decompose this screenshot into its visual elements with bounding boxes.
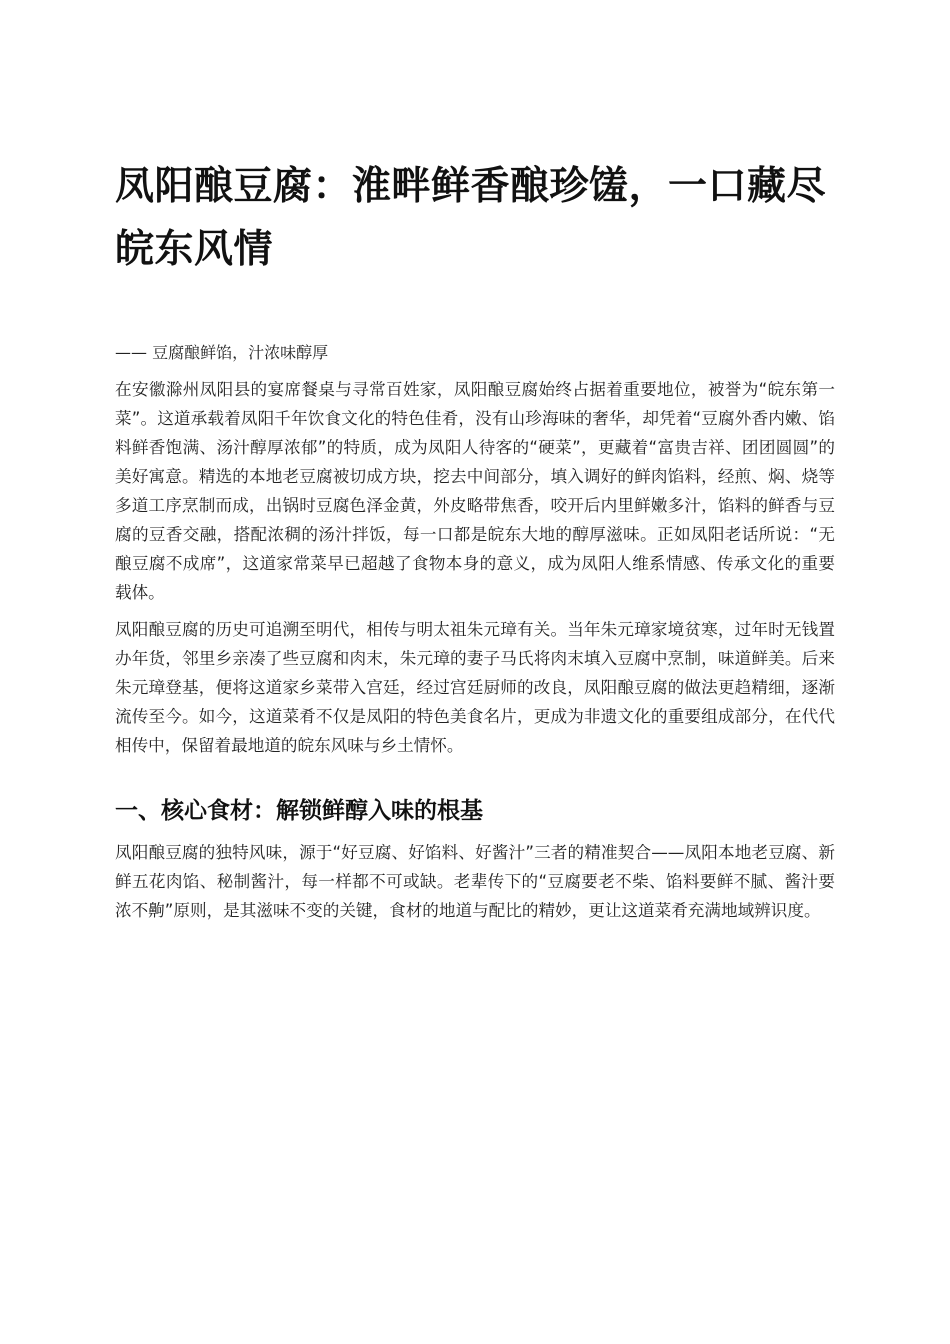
section-heading: 一、核心食材：解锁鲜醇入味的根基 [115,798,483,824]
intro-paragraph: 在安徽滁州凤阳县的宴席餐桌与寻常百姓家，凤阳酿豆腐始终占据着重要地位，被誉为“皖东第一菜”。这道承载着凤阳千年饮食文化的特色佳肴，没有山珍海味的奢华，却凭着“豆腐外香内嫩、馅料鲜香饱满、汤汁醇厚浓郁”的特质，成为凤阳人待客的“硬菜”，更藏着“富贵吉祥、团团圆圆”的美好寓意。精选的本地老豆腐被切成方块，挖去中间部分，填入调好的鲜肉馅料，经煎、焖、烧等多道工序烹制而成，出锅时豆腐色泽金黄，外皮略带焦香，咬开后内里鲜嫩多汁，馅料的鲜香与豆腐的豆香交融，搭配浓稠的汤汁拌饭，每一口都是皖东大地的醇厚滋味。正如凤阳老话所说：“无酿豆腐不成席”，这道家常菜早已超越了食物本身的意义，成为凤阳人维系情感、传承文化的重要载体。 [115,380,835,602]
document-title: 凤阳酿豆腐：淮畔鲜香酿珍馐，一口藏尽皖东风情 [115,164,827,272]
document-subtitle: —— 豆腐酿鲜馅，汁浓味醇厚 [115,343,329,362]
history-paragraph: 凤阳酿豆腐的历史可追溯至明代，相传与明太祖朱元璋有关。当年朱元璋家境贫寒，过年时无钱置办年货，邻里乡亲凑了些豆腐和肉末，朱元璋的妻子马氏将肉末填入豆腐中烹制，味道鲜美。后来朱元璋登基，便将这道家乡菜带入宫廷，经过宫廷厨师的改良，凤阳酿豆腐的做法更趋精细，逐渐流传至今。如今，这道菜肴不仅是凤阳的特色美食名片，更成为非遗文化的重要组成部分，在代代相传中，保留着最地道的皖东风味与乡土情怀。 [115,620,835,755]
section-paragraph: 凤阳酿豆腐的独特风味，源于“好豆腐、好馅料、好酱汁”三者的精准契合——凤阳本地老豆腐、新鲜五花肉馅、秘制酱汁，每一样都不可或缺。老辈传下的“豆腐要老不柴、馅料要鲜不腻、酱汁要浓不齁”原则，是其滋味不变的关键，食材的地道与配比的精妙，更让这道菜肴充满地域辨识度。 [115,843,835,920]
document-page [115,155,835,925]
